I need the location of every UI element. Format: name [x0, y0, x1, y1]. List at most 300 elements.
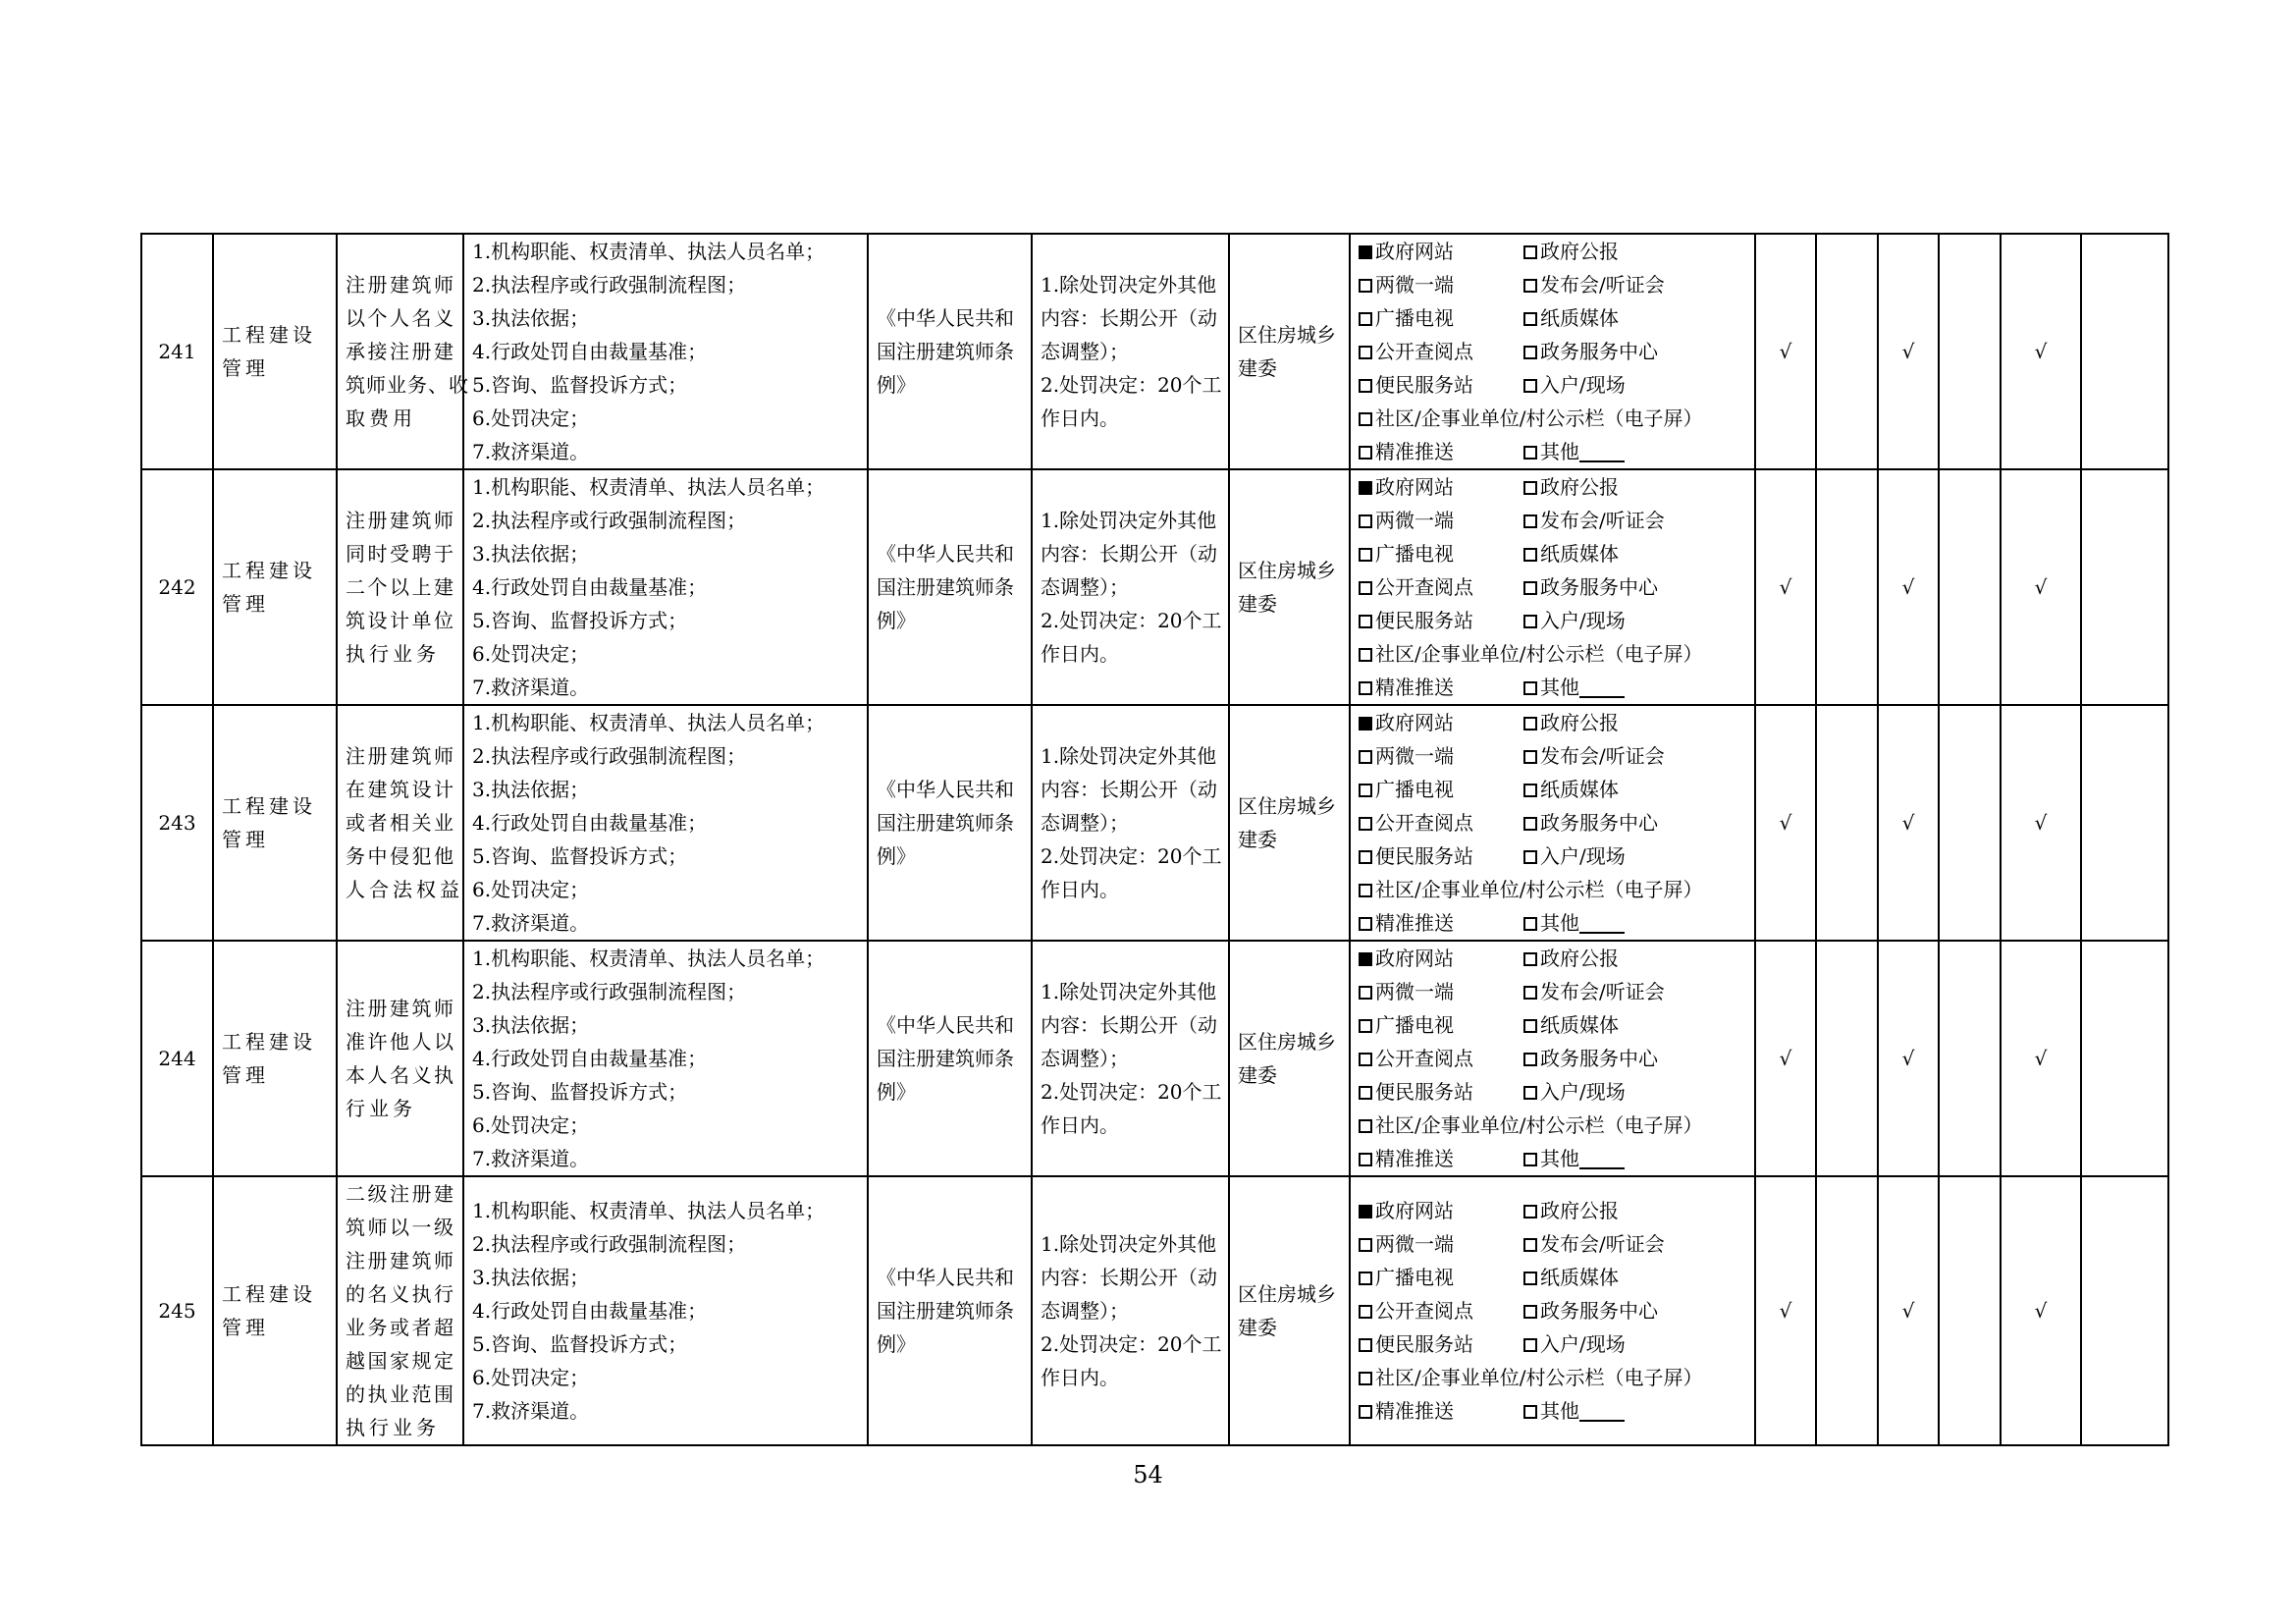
item-line: 或者相关业 — [346, 811, 454, 835]
content-line: 1.机构职能、权责清单、执法人员名单； — [472, 711, 826, 734]
check-mark-cell — [2081, 705, 2168, 941]
channels-list — [1359, 470, 1746, 704]
unchecked-box-icon[interactable] — [1359, 412, 1372, 426]
content-line: 6.处罚决定； — [472, 642, 590, 666]
basis-cell — [868, 469, 1032, 705]
channel-option[interactable] — [1359, 975, 1523, 1008]
checked-box-icon[interactable] — [1359, 481, 1372, 495]
time-line: 2.处罚决定：20个工 — [1041, 1080, 1222, 1104]
channel-option[interactable] — [1359, 1394, 1523, 1428]
unchecked-box-icon[interactable] — [1523, 548, 1537, 562]
channel-option[interactable] — [1523, 368, 1746, 402]
channel-option[interactable] — [1359, 537, 1523, 570]
channel-label: 两微一端 — [1375, 744, 1454, 768]
unchecked-box-icon[interactable] — [1359, 446, 1372, 460]
channel-option[interactable] — [1523, 773, 1746, 806]
channel-option[interactable] — [1523, 1227, 1746, 1261]
item-line: 的名义执行 — [346, 1282, 454, 1306]
channel-label: 精准推送 — [1375, 440, 1454, 463]
channel-label: 广播电视 — [1375, 778, 1454, 801]
basis-line: 《中华人民共和 — [877, 306, 1014, 330]
channel-label: 发布会/听证会 — [1540, 744, 1665, 768]
check-mark-cell: √ — [1878, 234, 1939, 469]
channel-option[interactable] — [1523, 942, 1746, 975]
channel-label: 便民服务站 — [1375, 1332, 1473, 1356]
check-mark-cell: √ — [2001, 234, 2081, 469]
time-line: 态调整）； — [1041, 575, 1129, 599]
unchecked-box-icon[interactable] — [1359, 1053, 1372, 1066]
time-line: 态调整）； — [1041, 1299, 1129, 1323]
time-line: 态调整）； — [1041, 811, 1129, 835]
time-line: 内容：长期公开（动 — [1041, 778, 1217, 801]
unchecked-box-icon[interactable] — [1359, 379, 1372, 393]
check-mark-cell — [1939, 1176, 2001, 1445]
channel-option[interactable] — [1359, 1142, 1523, 1175]
content-line: 1.机构职能、权责清单、执法人员名单； — [472, 240, 826, 263]
check-mark-cell — [1816, 705, 1878, 941]
table-row — [141, 469, 2168, 705]
content-line: 4.行政处罚自由裁量基准； — [472, 340, 708, 363]
content-line: 7.救济渠道。 — [472, 1147, 590, 1170]
category-cell — [213, 941, 337, 1176]
unchecked-box-icon[interactable] — [1359, 1305, 1372, 1319]
channel-label: 纸质媒体 — [1540, 1266, 1619, 1289]
unchecked-box-icon[interactable] — [1359, 514, 1372, 528]
channel-label: 政府网站 — [1375, 240, 1454, 263]
agency-line: 区住房城乡 — [1238, 559, 1336, 582]
channel-label: 其他 — [1540, 676, 1579, 699]
content-line: 2.执法程序或行政强制流程图； — [472, 509, 747, 532]
unchecked-box-icon[interactable] — [1523, 1053, 1537, 1066]
unchecked-box-icon[interactable] — [1523, 379, 1537, 393]
channel-option[interactable] — [1359, 1227, 1523, 1261]
channels-list — [1359, 235, 1746, 468]
channel-option[interactable] — [1523, 537, 1746, 570]
channels-cell — [1350, 1176, 1755, 1445]
content-line: 3.执法依据； — [472, 778, 590, 801]
content-line: 4.行政处罚自由裁量基准； — [472, 1047, 708, 1070]
unchecked-box-icon[interactable] — [1359, 346, 1372, 359]
time-line: 1.除处罚决定外其他 — [1041, 744, 1217, 768]
channel-option[interactable] — [1523, 604, 1746, 637]
unchecked-box-icon[interactable] — [1523, 1019, 1537, 1033]
unchecked-box-icon[interactable] — [1359, 548, 1372, 562]
channel-option[interactable] — [1359, 906, 1523, 940]
channel-label: 政务服务中心 — [1540, 811, 1658, 835]
agency-cell — [1229, 1176, 1350, 1445]
channel-label: 政务服务中心 — [1540, 575, 1658, 599]
channel-option[interactable] — [1523, 335, 1746, 368]
channels-list — [1359, 706, 1746, 940]
page-number: 54 — [1133, 1461, 1163, 1489]
unchecked-box-icon[interactable] — [1359, 986, 1372, 1000]
check-mark-cell — [2081, 1176, 2168, 1445]
unchecked-box-icon[interactable] — [1523, 245, 1537, 259]
unchecked-box-icon[interactable] — [1523, 681, 1537, 695]
unchecked-box-icon[interactable] — [1523, 312, 1537, 326]
channel-option[interactable] — [1359, 1194, 1523, 1227]
unchecked-box-icon[interactable] — [1359, 1372, 1372, 1385]
row-number: 244 — [141, 941, 213, 1176]
channel-option[interactable] — [1523, 1075, 1746, 1109]
channel-label: 纸质媒体 — [1540, 778, 1619, 801]
channel-label: 政务服务中心 — [1540, 1047, 1658, 1070]
content-line: 1.机构职能、权责清单、执法人员名单； — [472, 475, 826, 499]
item-cell — [337, 234, 469, 469]
channel-option[interactable] — [1359, 301, 1523, 335]
channel-option[interactable] — [1523, 470, 1746, 504]
channel-label: 政务服务中心 — [1540, 1299, 1658, 1323]
unchecked-box-icon[interactable] — [1523, 1338, 1537, 1352]
channel-label: 公开查阅点 — [1375, 1299, 1473, 1323]
unchecked-box-icon[interactable] — [1523, 850, 1537, 864]
agency-cell — [1229, 234, 1350, 469]
unchecked-box-icon[interactable] — [1359, 1153, 1372, 1166]
check-mark-cell: √ — [1878, 469, 1939, 705]
channel-option[interactable] — [1359, 402, 1746, 435]
unchecked-box-icon[interactable] — [1359, 750, 1372, 764]
channel-label: 广播电视 — [1375, 1013, 1454, 1037]
channel-option[interactable] — [1359, 570, 1523, 604]
blank-line — [1579, 910, 1625, 934]
content-line: 3.执法依据； — [472, 1013, 590, 1037]
checked-box-icon[interactable] — [1359, 952, 1372, 966]
channel-label: 纸质媒体 — [1540, 306, 1619, 330]
unchecked-box-icon[interactable] — [1523, 717, 1537, 731]
check-mark-cell: √ — [1878, 941, 1939, 1176]
channel-option[interactable] — [1359, 1294, 1523, 1327]
unchecked-box-icon[interactable] — [1523, 481, 1537, 495]
unchecked-box-icon[interactable] — [1359, 648, 1372, 662]
unchecked-box-icon[interactable] — [1523, 581, 1537, 595]
channel-label: 其他 — [1540, 1399, 1579, 1423]
channel-label: 精准推送 — [1375, 911, 1454, 935]
blank-line — [1579, 675, 1625, 698]
channel-option[interactable] — [1523, 1294, 1746, 1327]
channel-label: 政府公报 — [1540, 1199, 1619, 1222]
content-line: 4.行政处罚自由裁量基准； — [472, 811, 708, 835]
channel-option[interactable] — [1359, 1109, 1746, 1142]
channel-label: 两微一端 — [1375, 1232, 1454, 1256]
channel-option[interactable] — [1359, 1261, 1523, 1294]
category-cell — [213, 1176, 337, 1445]
unchecked-box-icon[interactable] — [1359, 850, 1372, 864]
category-cell — [213, 469, 337, 705]
unchecked-box-icon[interactable] — [1523, 446, 1537, 460]
channel-label: 社区/企事业单位/村公示栏（电子屏） — [1375, 878, 1703, 901]
agency-line: 区住房城乡 — [1238, 794, 1336, 818]
basis-line: 《中华人民共和 — [877, 542, 1014, 566]
checked-box-icon[interactable] — [1359, 1205, 1372, 1218]
channel-label: 精准推送 — [1375, 1147, 1454, 1170]
unchecked-box-icon[interactable] — [1523, 986, 1537, 1000]
item-cell — [337, 1176, 463, 1445]
unchecked-box-icon[interactable] — [1523, 817, 1537, 831]
channel-label: 其他 — [1540, 440, 1579, 463]
item-line: 人合法权益 — [346, 878, 463, 901]
channel-option[interactable] — [1359, 739, 1523, 773]
table-row — [141, 234, 2168, 469]
agency-line: 区住房城乡 — [1238, 1282, 1336, 1306]
channel-option[interactable] — [1523, 1194, 1746, 1227]
unchecked-box-icon[interactable] — [1359, 312, 1372, 326]
channel-label: 广播电视 — [1375, 306, 1454, 330]
channel-option[interactable] — [1523, 1261, 1746, 1294]
time-line: 内容：长期公开（动 — [1041, 542, 1217, 566]
check-mark-cell — [1816, 469, 1878, 705]
time-line: 作日内。 — [1041, 1113, 1119, 1137]
unchecked-box-icon[interactable] — [1523, 1405, 1537, 1419]
unchecked-box-icon[interactable] — [1359, 784, 1372, 797]
time-limit-cell — [1032, 1176, 1229, 1445]
content-line: 3.执法依据； — [472, 306, 590, 330]
channel-label: 便民服务站 — [1375, 1080, 1473, 1104]
time-line: 作日内。 — [1041, 878, 1119, 901]
channel-option[interactable] — [1359, 504, 1523, 537]
channel-option[interactable] — [1359, 235, 1523, 268]
check-mark-cell: √ — [1755, 941, 1816, 1176]
content-line: 4.行政处罚自由裁量基准； — [472, 1299, 708, 1323]
channel-option[interactable] — [1359, 873, 1746, 906]
basis-cell — [868, 234, 1032, 469]
blank-line — [1579, 1146, 1625, 1169]
channel-option[interactable] — [1359, 671, 1523, 704]
channel-option[interactable] — [1523, 504, 1746, 537]
unchecked-box-icon[interactable] — [1359, 1405, 1372, 1419]
channel-label: 公开查阅点 — [1375, 340, 1473, 363]
channel-label: 便民服务站 — [1375, 373, 1473, 397]
checked-box-icon[interactable] — [1359, 717, 1372, 731]
channel-label: 政府网站 — [1375, 1199, 1454, 1222]
channel-option[interactable] — [1359, 637, 1746, 671]
contents-cell — [463, 234, 868, 469]
channel-option[interactable] — [1359, 1327, 1523, 1361]
channels-list — [1359, 1194, 1746, 1428]
check-mark-cell: √ — [1755, 1176, 1816, 1445]
time-line: 态调整）； — [1041, 1047, 1129, 1070]
unchecked-box-icon[interactable] — [1359, 917, 1372, 931]
item-line: 筑师业务、收 — [346, 373, 469, 397]
time-line: 1.除处罚决定外其他 — [1041, 1232, 1217, 1256]
unchecked-box-icon[interactable] — [1523, 514, 1537, 528]
unchecked-box-icon[interactable] — [1359, 615, 1372, 628]
check-mark-cell: √ — [1878, 1176, 1939, 1445]
channel-label: 政府公报 — [1540, 475, 1619, 499]
agency-cell — [1229, 941, 1350, 1176]
check-mark-cell — [1939, 234, 2001, 469]
channel-option[interactable] — [1523, 268, 1746, 301]
channel-option[interactable] — [1359, 1075, 1523, 1109]
content-line: 1.机构职能、权责清单、执法人员名单； — [472, 947, 826, 970]
category-text: 工程建设管理 — [222, 559, 316, 616]
agency-line: 区住房城乡 — [1238, 1030, 1336, 1054]
agency-line: 建委 — [1238, 356, 1277, 380]
unchecked-box-icon[interactable] — [1359, 884, 1372, 897]
category-text: 工程建设管理 — [222, 794, 316, 851]
basis-line: 《中华人民共和 — [877, 1013, 1014, 1037]
time-limit-cell — [1032, 705, 1229, 941]
unchecked-box-icon[interactable] — [1523, 1205, 1537, 1218]
channel-option[interactable] — [1359, 773, 1523, 806]
content-line: 7.救济渠道。 — [472, 911, 590, 935]
channel-option[interactable] — [1359, 368, 1523, 402]
unchecked-box-icon[interactable] — [1359, 1019, 1372, 1033]
check-mark-cell — [2081, 234, 2168, 469]
unchecked-box-icon[interactable] — [1523, 615, 1537, 628]
unchecked-box-icon[interactable] — [1523, 1238, 1537, 1252]
channel-option[interactable] — [1523, 806, 1746, 839]
channel-label: 入户/现场 — [1540, 373, 1626, 397]
checked-box-icon[interactable] — [1359, 245, 1372, 259]
channels-cell — [1350, 705, 1755, 941]
check-mark-cell — [2081, 469, 2168, 705]
item-line: 越国家规定 — [346, 1349, 454, 1373]
item-line: 同时受聘于 — [346, 542, 454, 566]
basis-line: 《中华人民共和 — [877, 778, 1014, 801]
channel-label: 便民服务站 — [1375, 844, 1473, 868]
channel-option[interactable] — [1523, 1327, 1746, 1361]
content-line: 5.咨询、监督投诉方式； — [472, 1332, 688, 1356]
unchecked-box-icon[interactable] — [1523, 917, 1537, 931]
unchecked-box-icon[interactable] — [1359, 581, 1372, 595]
channel-option[interactable] — [1359, 706, 1523, 739]
unchecked-box-icon[interactable] — [1523, 952, 1537, 966]
channel-option[interactable] — [1523, 435, 1746, 468]
unchecked-box-icon[interactable] — [1359, 279, 1372, 293]
time-line: 内容：长期公开（动 — [1041, 1266, 1217, 1289]
check-mark-cell — [1816, 234, 1878, 469]
channel-option[interactable] — [1359, 839, 1523, 873]
channel-label: 政府公报 — [1540, 711, 1619, 734]
channel-label: 两微一端 — [1375, 509, 1454, 532]
agency-cell — [1229, 705, 1350, 941]
unchecked-box-icon[interactable] — [1523, 1153, 1537, 1166]
item-line: 筑设计单位 — [346, 609, 454, 632]
channel-label: 政府公报 — [1540, 947, 1619, 970]
channel-label: 入户/现场 — [1540, 1332, 1626, 1356]
channel-option[interactable] — [1523, 235, 1746, 268]
channel-option[interactable] — [1523, 1008, 1746, 1042]
row-number: 241 — [141, 234, 213, 469]
channel-option[interactable] — [1523, 975, 1746, 1008]
unchecked-box-icon[interactable] — [1359, 1119, 1372, 1133]
channel-option[interactable] — [1523, 570, 1746, 604]
channel-option[interactable] — [1523, 1394, 1746, 1428]
channel-label: 政府公报 — [1540, 240, 1619, 263]
channel-option[interactable] — [1523, 906, 1746, 940]
check-mark-cell — [1939, 705, 2001, 941]
item-line: 业务或者超 — [346, 1316, 454, 1339]
row-number: 243 — [141, 705, 213, 941]
item-line: 本人名义执 — [346, 1063, 454, 1087]
time-line: 2.处罚决定：20个工 — [1041, 1332, 1222, 1356]
item-line: 二级注册建 — [346, 1182, 454, 1206]
channel-option[interactable] — [1523, 706, 1746, 739]
channel-option[interactable] — [1523, 739, 1746, 773]
channels-cell — [1350, 234, 1755, 469]
unchecked-box-icon[interactable] — [1523, 1272, 1537, 1285]
unchecked-box-icon[interactable] — [1523, 346, 1537, 359]
category-text: 工程建设管理 — [222, 323, 316, 380]
item-line: 准许他人以 — [346, 1030, 454, 1054]
item-line: 取费用 — [346, 406, 416, 430]
channel-label: 精准推送 — [1375, 1399, 1454, 1423]
content-line: 3.执法依据； — [472, 542, 590, 566]
unchecked-box-icon[interactable] — [1359, 1086, 1372, 1100]
check-mark-cell — [1816, 1176, 1878, 1445]
unchecked-box-icon[interactable] — [1359, 681, 1372, 695]
unchecked-box-icon[interactable] — [1359, 1272, 1372, 1285]
channel-label: 其他 — [1540, 1147, 1579, 1170]
check-mark-cell — [1939, 941, 2001, 1176]
channel-option[interactable] — [1359, 1042, 1523, 1075]
channel-option[interactable] — [1359, 942, 1523, 975]
unchecked-box-icon[interactable] — [1523, 1086, 1537, 1100]
basis-line: 例》 — [877, 373, 916, 397]
time-line: 1.除处罚决定外其他 — [1041, 273, 1217, 297]
channel-option[interactable] — [1359, 604, 1523, 637]
check-mark-cell: √ — [1755, 469, 1816, 705]
channel-option[interactable] — [1359, 335, 1523, 368]
channel-option[interactable] — [1359, 806, 1523, 839]
channel-option[interactable] — [1359, 1361, 1746, 1394]
channel-label: 两微一端 — [1375, 980, 1454, 1003]
item-line: 注册建筑师 — [346, 1249, 454, 1272]
time-line: 内容：长期公开（动 — [1041, 306, 1217, 330]
content-line: 2.执法程序或行政强制流程图； — [472, 273, 747, 297]
unchecked-box-icon[interactable] — [1523, 279, 1537, 293]
channel-label: 发布会/听证会 — [1540, 1232, 1665, 1256]
contents-cell — [463, 941, 868, 1176]
channel-option[interactable] — [1523, 671, 1746, 704]
unchecked-box-icon[interactable] — [1359, 817, 1372, 831]
channel-label: 入户/现场 — [1540, 844, 1626, 868]
content-line: 1.机构职能、权责清单、执法人员名单； — [472, 1199, 826, 1222]
item-line: 执行业务 — [346, 1416, 440, 1439]
time-line: 1.除处罚决定外其他 — [1041, 980, 1217, 1003]
content-line: 7.救济渠道。 — [472, 1399, 590, 1423]
time-line: 1.除处罚决定外其他 — [1041, 509, 1217, 532]
unchecked-box-icon[interactable] — [1523, 1305, 1537, 1319]
channel-option[interactable] — [1523, 301, 1746, 335]
time-limit-cell — [1032, 469, 1229, 705]
channel-option[interactable] — [1523, 1142, 1746, 1175]
channel-label: 社区/企事业单位/村公示栏（电子屏） — [1375, 1366, 1703, 1389]
check-mark-cell — [1939, 469, 2001, 705]
time-line: 作日内。 — [1041, 642, 1119, 666]
channel-option[interactable] — [1359, 435, 1523, 468]
time-line: 作日内。 — [1041, 1366, 1119, 1389]
time-limit-cell — [1032, 234, 1229, 469]
check-mark-cell: √ — [1878, 705, 1939, 941]
unchecked-box-icon[interactable] — [1359, 1338, 1372, 1352]
unchecked-box-icon[interactable] — [1523, 750, 1537, 764]
unchecked-box-icon[interactable] — [1359, 1238, 1372, 1252]
item-cell — [337, 705, 463, 941]
channel-option[interactable] — [1523, 839, 1746, 873]
channel-option[interactable] — [1523, 1042, 1746, 1075]
unchecked-box-icon[interactable] — [1523, 784, 1537, 797]
channel-option[interactable] — [1359, 268, 1523, 301]
content-line: 5.咨询、监督投诉方式； — [472, 1080, 688, 1104]
row-number: 245 — [141, 1176, 213, 1445]
channel-option[interactable] — [1359, 470, 1523, 504]
channel-label: 政府网站 — [1375, 475, 1454, 499]
contents-cell — [463, 1176, 868, 1445]
time-line: 态调整）； — [1041, 340, 1129, 363]
item-cell — [337, 469, 463, 705]
channel-option[interactable] — [1359, 1008, 1523, 1042]
